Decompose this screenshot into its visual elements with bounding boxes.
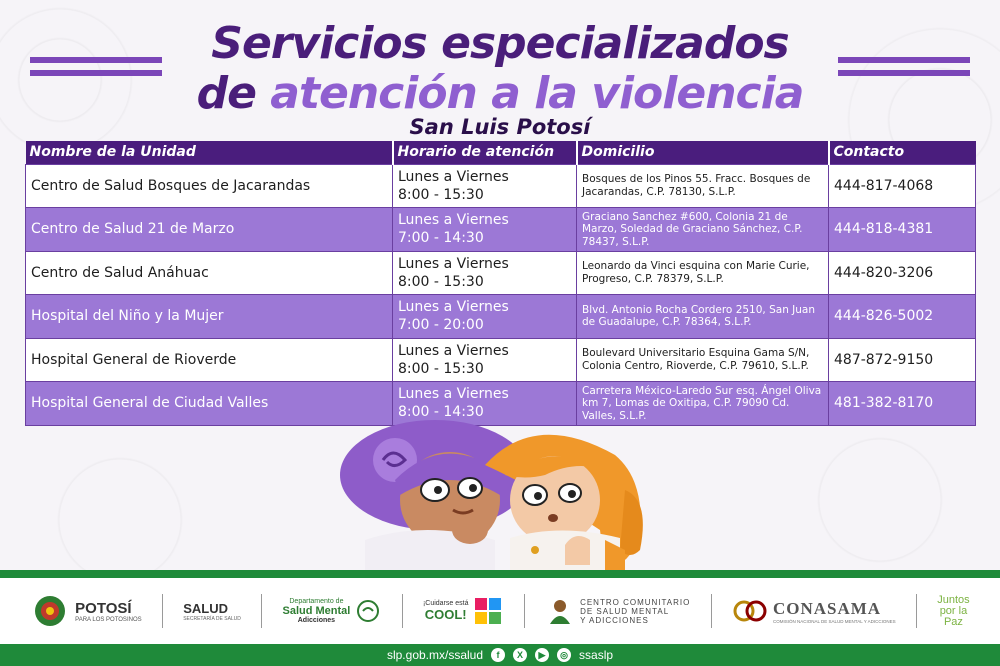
logo-ccsm-line1: CENTRO COMUNITARIO xyxy=(580,597,691,607)
logo-ccsm-line3: Y ADICCIONES xyxy=(580,615,649,625)
logo-conasama-text: CONASAMA xyxy=(772,598,882,618)
hours-days: Lunes a Viernes xyxy=(398,212,509,229)
hours-time: 8:00 - 14:30 xyxy=(398,404,484,421)
head-profile-icon xyxy=(355,598,381,624)
logo-salud-mental xyxy=(283,598,382,624)
logo-potosi-sub: PARA LOS POTOSINOS xyxy=(75,616,142,623)
table-row xyxy=(26,382,976,426)
column-header-address: Domicilio xyxy=(577,141,829,164)
column-header-hours: Horario de atención xyxy=(393,141,577,164)
logo-adicciones-text: Adicciones xyxy=(297,617,336,624)
page-subtitle: San Luis Potosí xyxy=(409,115,591,139)
unit-contact[interactable]: 444-817-4068 xyxy=(829,164,976,208)
table-row xyxy=(26,208,976,252)
table-row xyxy=(26,338,976,382)
column-header-name: Nombre de la Unidad xyxy=(26,141,393,164)
services-table xyxy=(25,141,976,426)
unit-hours xyxy=(393,208,577,252)
logo-separator xyxy=(261,594,262,628)
conasama-emblem-icon xyxy=(732,596,768,626)
unit-address: Bosques de los Pinos 55. Fracc. Bosques de Jacarandas, C.P. 78130, S.L.P. xyxy=(577,164,829,208)
footer-url[interactable]: slp.gob.mx/ssalud xyxy=(386,648,484,662)
table-header-row xyxy=(26,141,976,164)
page-title-prefix: de xyxy=(196,68,256,119)
footer-handle[interactable]: ssaslp xyxy=(579,648,614,662)
logo-salud-text: SALUD xyxy=(183,600,228,616)
hours-days: Lunes a Viernes xyxy=(398,168,509,185)
hours-days: Lunes a Viernes xyxy=(398,299,509,316)
logo-juntos-line2: por la xyxy=(939,604,968,617)
unit-name: Hospital General de Ciudad Valles xyxy=(26,382,393,426)
page-title-line1: Servicios especializados xyxy=(211,18,789,69)
unit-hours xyxy=(393,295,577,339)
hours-time: 8:00 - 15:30 xyxy=(398,360,484,377)
logo-juntos-line3: Paz xyxy=(943,615,963,628)
logo-potosi xyxy=(30,594,141,628)
logo-salud-sub: SECRETARÍA DE SALUD xyxy=(183,615,241,622)
page-title-line2 xyxy=(0,68,1000,119)
logo-separator xyxy=(524,594,525,628)
logo-juntos-line1: Juntos xyxy=(937,593,970,606)
footer-top-band xyxy=(0,570,1000,578)
unit-name: Centro de Salud Bosques de Jacarandas xyxy=(26,164,393,208)
unit-name: Hospital del Niño y la Mujer xyxy=(26,295,393,339)
unit-name: Centro de Salud Anáhuac xyxy=(26,251,393,295)
footer-bar xyxy=(0,644,1000,666)
unit-contact[interactable]: 444-820-3206 xyxy=(829,251,976,295)
instagram-icon[interactable]: ◎ xyxy=(557,648,571,662)
table-row xyxy=(26,295,976,339)
potosi-emblem-icon xyxy=(30,594,70,628)
x-icon[interactable]: X xyxy=(513,648,527,662)
column-header-contact: Contacto xyxy=(829,141,976,164)
logo-salud xyxy=(183,601,241,622)
partner-logos-strip xyxy=(0,578,1000,644)
unit-address: Leonardo da Vinci esquina con Marie Curie, Progreso, C.P. 78379, S.L.P. xyxy=(577,251,829,295)
unit-contact[interactable]: 444-826-5002 xyxy=(829,295,976,339)
unit-address: Boulevard Universitario Esquina Gama S/N, Colonia Centro, Rioverde, C.P. 79610, S.L.P. xyxy=(577,338,829,382)
unit-contact[interactable]: 444-818-4381 xyxy=(829,208,976,252)
ccsm-emblem-icon xyxy=(545,596,575,626)
page-title-accent: atención a la violencia xyxy=(270,68,804,119)
unit-name: Centro de Salud 21 de Marzo xyxy=(26,208,393,252)
logo-potosi-text: POTOSÍ xyxy=(75,599,132,617)
hours-time: 7:00 - 14:30 xyxy=(398,230,484,247)
hours-time: 7:00 - 20:00 xyxy=(398,317,484,334)
hours-time: 8:00 - 15:30 xyxy=(398,186,484,203)
hours-days: Lunes a Viernes xyxy=(398,255,509,272)
unit-hours xyxy=(393,338,577,382)
logo-separator xyxy=(162,594,163,628)
logo-separator xyxy=(916,594,917,628)
logo-separator xyxy=(711,594,712,628)
unit-contact[interactable]: 481-382-8170 xyxy=(829,382,976,426)
unit-name: Hospital General de Rioverde xyxy=(26,338,393,382)
logo-juntos-por-la-paz xyxy=(937,595,969,628)
youtube-icon[interactable]: ▶ xyxy=(535,648,549,662)
hours-time: 8:00 - 15:30 xyxy=(398,273,484,290)
unit-address: Carretera México-Laredo Sur esq. Ángel Oliva km 7, Lomas de Oxitipa, C.P. 79090 Cd. Valles, S.L.P. xyxy=(577,382,829,426)
logo-conasama xyxy=(732,596,896,626)
two-girls-illustration xyxy=(335,420,665,570)
unit-hours xyxy=(393,164,577,208)
unit-address: Graciano Sanchez #600, Colonia 21 de Marzo, Soledad de Graciano Sánchez, C.P. 78437, S.L.P. xyxy=(577,208,829,252)
colorful-geometric-icon xyxy=(473,596,503,626)
logo-salud-mental-text: Salud Mental xyxy=(282,605,351,617)
hours-days: Lunes a Viernes xyxy=(398,386,509,403)
facebook-icon[interactable]: f xyxy=(491,648,505,662)
hours-days: Lunes a Viernes xyxy=(398,342,509,359)
logo-cuidarse-top: ¡Cuidarse está xyxy=(422,600,469,607)
unit-hours xyxy=(393,251,577,295)
logo-conasama-sub: COMISIÓN NACIONAL DE SALUD MENTAL Y ADICCIONES xyxy=(772,618,896,624)
unit-contact[interactable]: 487-872-9150 xyxy=(829,338,976,382)
logo-salud-mental-top: Departamento de xyxy=(289,598,344,605)
table-row xyxy=(26,251,976,295)
table-row xyxy=(26,164,976,208)
logo-ccsm-line2: DE SALUD MENTAL xyxy=(580,606,670,616)
unit-hours xyxy=(393,382,577,426)
logo-separator xyxy=(402,594,403,628)
logo-ccsm xyxy=(545,596,690,626)
logo-cool-text: COOL! xyxy=(424,607,467,622)
logo-cuidarse-cool xyxy=(423,596,504,626)
unit-address: Blvd. Antonio Rocha Cordero 2510, San Juan de Guadalupe, C.P. 78364, S.L.P. xyxy=(577,295,829,339)
